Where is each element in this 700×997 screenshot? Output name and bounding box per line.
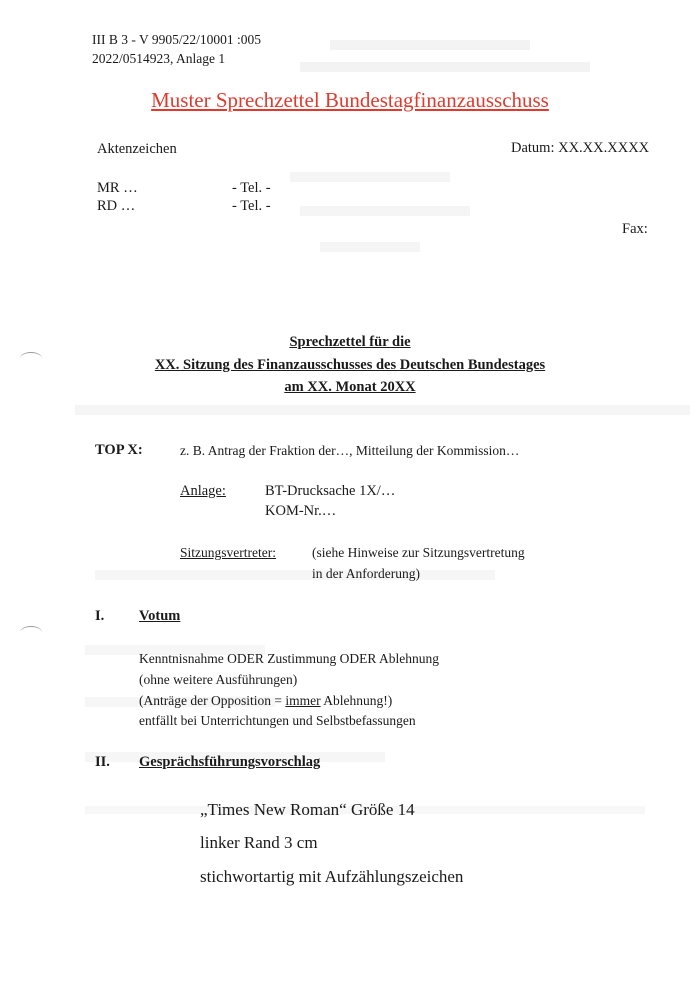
fax-label: Fax:	[622, 221, 648, 237]
votum-line-2: (ohne weitere Ausführungen)	[139, 672, 298, 687]
date-field: Datum: XX.XX.XXXX	[511, 140, 650, 156]
tel-line-1: - Tel. -	[232, 180, 271, 196]
mr-line: MR …	[97, 180, 138, 196]
section-2-title: Gesprächsführungsvorschlag	[139, 754, 321, 770]
aktenzeichen-label: Aktenzeichen	[97, 141, 177, 157]
vertreter-label: Sitzungsvertreter:	[180, 545, 276, 560]
bleed-through	[300, 206, 470, 216]
reference-line-1: III B 3 - V 9905/22/10001 :005	[92, 32, 262, 47]
tel-line-2: - Tel. -	[232, 198, 271, 214]
section-1-title: Votum	[139, 608, 181, 624]
top-text: z. B. Antrag der Fraktion der…, Mitteilung der Kommission…	[180, 443, 520, 458]
rd-line: RD …	[97, 198, 136, 214]
punch-mark	[20, 626, 42, 639]
anlage-label: Anlage:	[180, 483, 226, 499]
heading-line-2: XX. Sitzung des Finanzausschusses des Deutschen Bundestages	[154, 357, 546, 373]
votum-line-3: (Anträge der Opposition = immer Ablehnung!)	[139, 693, 393, 708]
heading-line-3: am XX. Monat 20XX	[284, 379, 416, 395]
document-title: Muster Sprechzettel Bundestagfinanzausschuss	[151, 88, 549, 112]
bleed-through	[330, 40, 530, 50]
bleed-through	[290, 172, 450, 182]
top-label: TOP X:	[95, 442, 143, 458]
bleed-through	[75, 405, 690, 415]
section-2-number: II.	[95, 754, 110, 770]
votum-line-4: entfällt bei Unterrichtungen und Selbstbefassungen	[139, 713, 416, 728]
reference-line-2: 2022/0514923, Anlage 1	[92, 51, 226, 66]
votum-line-1: Kenntnisnahme ODER Zustimmung ODER Ablehnung	[139, 651, 439, 666]
section-1-number: I.	[95, 608, 105, 624]
hint-line-3: stichwortartig mit Aufzählungszeichen	[200, 867, 464, 886]
vertreter-value-2: in der Anforderung)	[312, 566, 420, 581]
anlage-value-1: BT-Drucksache 1X/…	[265, 483, 396, 499]
anlage-value-2: KOM-Nr.…	[265, 503, 337, 519]
hint-line-1: „Times New Roman“ Größe 14	[200, 800, 415, 819]
hint-line-2: linker Rand 3 cm	[200, 833, 318, 852]
bleed-through	[320, 242, 420, 252]
heading-line-1: Sprechzettel für die	[289, 334, 411, 350]
bleed-through	[300, 62, 590, 72]
vertreter-value-1: (siehe Hinweise zur Sitzungsvertretung	[312, 545, 525, 560]
bleed-through	[95, 570, 495, 580]
